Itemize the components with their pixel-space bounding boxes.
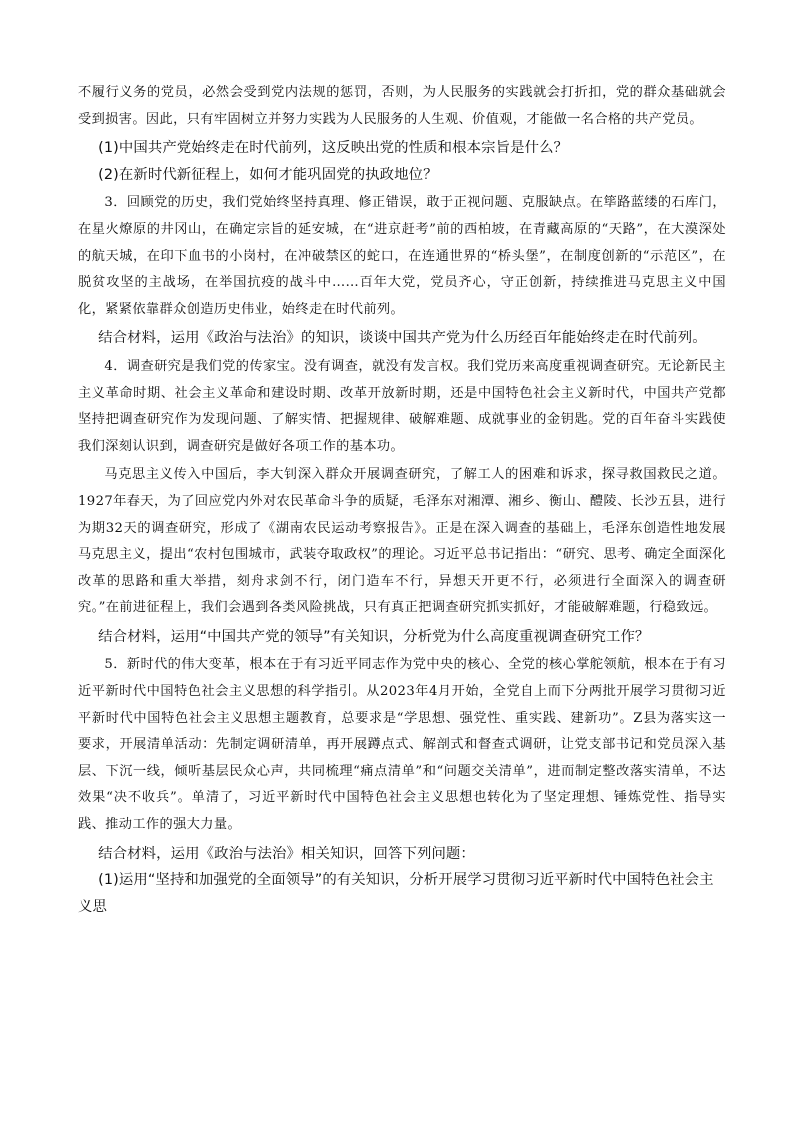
question-4: 结合材料，运用“中国共产党的领导”有关知识，分析党为什么高度重视调查研究工作？ [98, 628, 650, 645]
material-paragraph-5: 5．新时代的伟大变革，根本在于有习近平同志作为党中央的核心、全党的核心掌舵领航，根本在于有习近平新时代中国特色社会主义思想的科学指引。从2023年4月开始，全党自上而下分两批开展学习贯彻习近平新时代中国特色社会主义思想主题教育，总要求是“学思想、强党性、重实践、建新功”。Z县为落实这一要求，开展清单活动：先制定调研清单，再开展蹲点式、解剖式和督查式调研，让党支部书记和党员深入基层、下沉一线，倾听基层民众心声，共同梳理“痛点清单”和“问题交关清单”，进而制定整改落实清单，不达效果“决不收兵”。单清了，习近平新时代中国特色社会主义思想也转化为了坚定理想、锤炼党性、指导实践、推动工作的强大力量。 [78, 657, 726, 833]
question-5-part-1: (1)运用“坚持和加强党的全面领导”的有关知识，分析开展学习贯彻习近平新时代中国特色社会主义思 [78, 872, 714, 915]
material-paragraph-4: 4．调查研究是我们党的传家宝。没有调查，就没有发言权。我们党历来高度重视调查研究。无论新民主主义革命时期、社会主义革命和建设时期、改革开放新时期，还是中国特色社会主义新时代，中国共产党都坚持把调查研究作为发现问题、了解实情、把握规律、破解难题、成就事业的金钥匙。党的百年奋斗实践使我们深刻认识到，调查研究是做好各项工作的基本功。 [78, 358, 726, 454]
question-1-part-1: (1)中国共产党始终走在时代前列，这反映出党的性质和根本宗旨是什么？ [98, 140, 569, 157]
document-body [78, 80, 726, 920]
material-paragraph: 不履行义务的党员，必然会受到党内法规的惩罚，否则，为人民服务的实践就会打折扣，党的群众基础就会受到损害。因此，只有牢固树立并努力实践为人民服务的人生观、价值观，才能做一名合格的共产党员。 [78, 85, 726, 127]
material-paragraph-3: 3．回顾党的历史，我们党始终坚持真理、修正错误，敢于正视问题、克服缺点。在筚路蓝缕的石库门，在星火燎原的井冈山，在确定宗旨的延安城，在“进京赶考”前的西柏坡，在青藏高原的“天路”，在大漠深处的航天城，在印下血书的小岗村，在冲破禁区的蛇口，在连通世界的“桥头堡”，在制度创新的“示范区”，在脱贫攻坚的主战场，在举国抗疫的战斗中……百年大党，党员齐心，守正创新，持续推进马克思主义中国化，紧紧依靠群众创造历史伟业，始终走在时代前列。 [78, 195, 726, 317]
question-3: 结合材料，运用《政治与法治》的知识，谈谈中国共产党为什么历经百年能始终走在时代前列。 [98, 330, 707, 347]
material-paragraph-4b: 马克思主义传入中国后，李大钊深入群众开展调查研究，了解工人的困难和诉求，探寻救国救民之道。1927年春天，为了回应党内外对农民革命斗争的质疑，毛泽东对湘潭、湘乡、衡山、醴陵、长沙五县，进行为期32天的调查研究，形成了《湖南农民运动考察报告》。正是在深入调查的基础上，毛泽东创造性地发展马克思主义，提出“农村包围城市，武装夺取政权”的理论。习近平总书记指出：“研究、思考、确定全面深化改革的思路和重大举措，刻舟求剑不行，闭门造车不行，异想天开更不行，必须进行全面深入的调查研究。”在前进征程上，我们会遇到各类风险挑战，只有真正把调查研究抓实抓好，才能破解难题，行稳致远。 [78, 467, 726, 616]
question-1-part-2: (2)在新时代新征程上，如何才能巩固党的执政地位？ [98, 166, 438, 183]
question-5-intro: 结合材料，运用《政治与法治》相关知识，回答下列问题： [98, 845, 475, 862]
